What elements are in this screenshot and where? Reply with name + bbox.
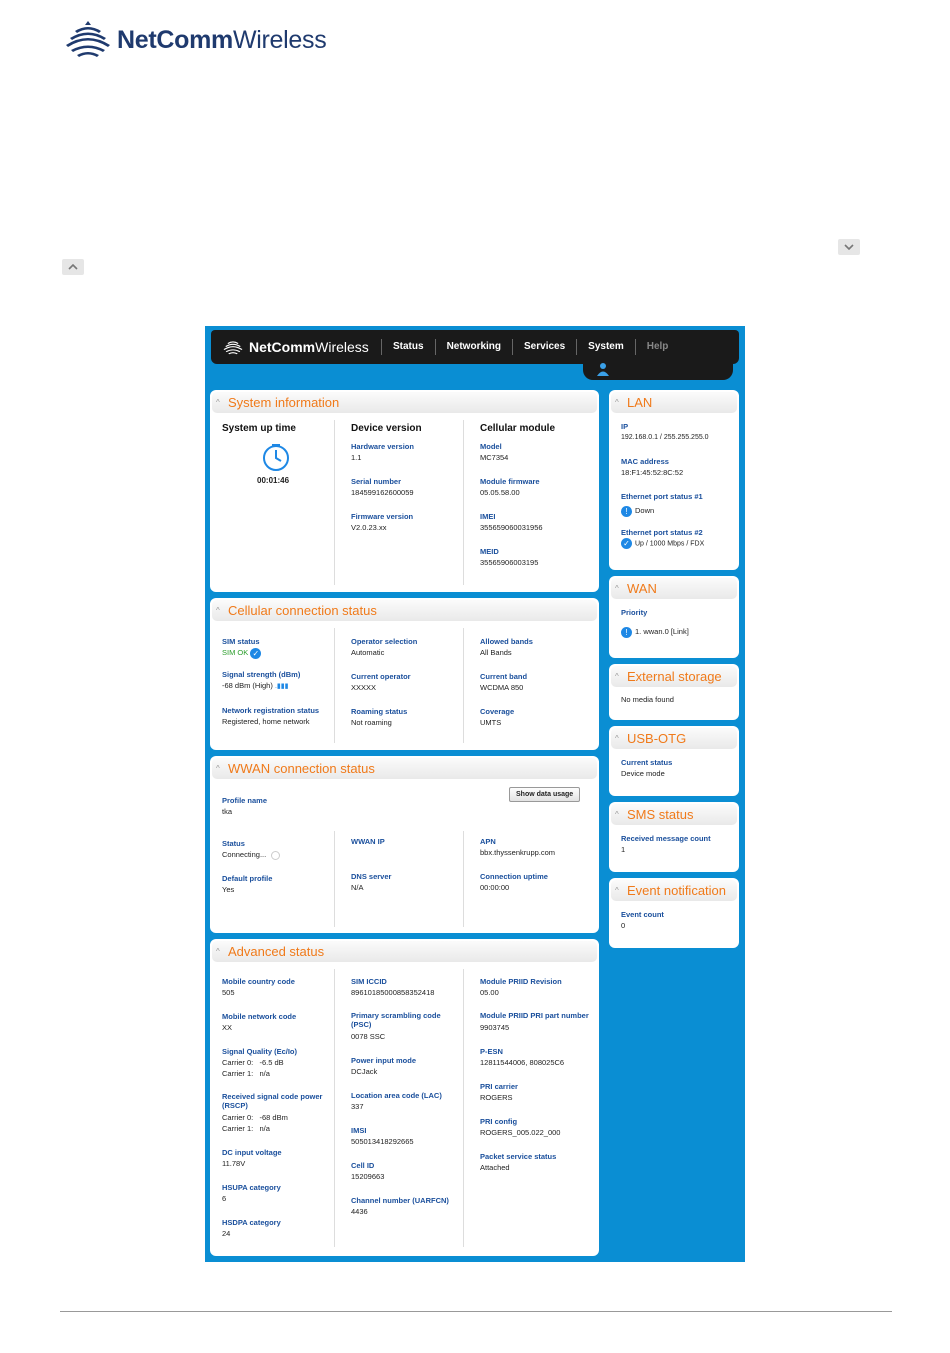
dc-voltage-label: DC input voltage: [222, 1148, 282, 1157]
lan-ip-label: IP: [621, 422, 629, 431]
module-firmware-label: Module firmware: [480, 477, 540, 486]
psc-value: 0078 SSC: [351, 1032, 386, 1041]
power-input-value: DCJack: [351, 1067, 378, 1076]
panel-header[interactable]: [611, 578, 737, 599]
usb-current-status-value: Device mode: [621, 769, 665, 778]
mcc-label: Mobile country code: [222, 977, 295, 986]
packet-service-value: Attached: [480, 1163, 510, 1172]
status-label: Status: [222, 839, 245, 848]
event-count-label: Event count: [621, 910, 664, 919]
dns-server-label: DNS server: [351, 872, 392, 881]
allowed-bands-value: All Bands: [480, 648, 512, 657]
user-bar: [583, 362, 733, 380]
logo-text-bold: NetComm: [117, 25, 233, 54]
nav-system[interactable]: System: [576, 339, 635, 355]
status-value: Connecting...: [222, 850, 267, 859]
lac-label: Location area code (LAC): [351, 1091, 442, 1100]
user-icon[interactable]: [596, 362, 610, 376]
imei-value: 355659060031956: [480, 523, 543, 532]
lac-value: 337: [351, 1102, 364, 1111]
usb-otg-panel: [609, 726, 739, 796]
caret-up-icon: ^: [216, 947, 220, 956]
connection-uptime-value: 00:00:00: [480, 883, 510, 892]
sim-status-value: SIM OK: [222, 648, 249, 657]
signal-quality-carrier1: Carrier 1: n/a: [222, 1069, 270, 1078]
mcc-value: 505: [222, 988, 235, 997]
model-value: MC7354: [480, 453, 509, 462]
coverage-label: Coverage: [480, 707, 515, 716]
uptime-heading: System up time: [222, 423, 296, 434]
rscp-carrier0: Carrier 0: -68 dBm: [222, 1113, 288, 1122]
current-operator-label: Current operator: [351, 672, 411, 681]
advanced-status-panel: [210, 939, 599, 1256]
logo-text-light: Wireless: [232, 25, 327, 54]
panel-title: Event notification: [627, 883, 727, 898]
system-information-panel: [210, 390, 599, 592]
network-registration-value: Registered, home network: [222, 716, 310, 726]
check-icon: ✓: [250, 648, 261, 659]
p-esn-label: P-ESN: [480, 1047, 503, 1056]
chevron-up-icon[interactable]: [62, 259, 84, 275]
caret-up-icon: ^: [615, 886, 619, 895]
coverage-value: UMTS: [480, 718, 502, 727]
panel-title: System information: [228, 395, 340, 410]
roaming-status-label: Roaming status: [351, 707, 408, 716]
uptime-value: 00:01:46: [257, 476, 290, 485]
caret-up-icon: ^: [615, 398, 619, 407]
show-data-usage-button[interactable]: Show data usage: [509, 787, 580, 802]
sim-iccid-value: 89610185000858352418: [351, 988, 435, 997]
caret-up-icon: ^: [615, 734, 619, 743]
panel-title: USB-OTG: [627, 731, 687, 746]
nav-status[interactable]: Status: [381, 339, 435, 355]
panel-title: SMS status: [627, 807, 694, 822]
nav-logo: [221, 338, 381, 356]
profile-name-value: tka: [222, 807, 233, 816]
panel-header[interactable]: [212, 600, 597, 621]
operator-selection-value: Automatic: [351, 648, 385, 657]
operator-selection-label: Operator selection: [351, 637, 418, 646]
panel-header[interactable]: [212, 392, 597, 413]
device-version-heading: Device version: [351, 423, 422, 434]
pri-config-value: ROGERS_005.022_000: [480, 1128, 561, 1137]
cell-id-label: Cell ID: [351, 1161, 375, 1170]
pri-part-number-value: 9903745: [480, 1023, 510, 1032]
default-profile-value: Yes: [222, 885, 235, 894]
check-icon: ✓: [621, 538, 632, 549]
nav-brand-light: Wireless: [315, 339, 369, 355]
hsdpa-value: 24: [222, 1229, 231, 1238]
panel-title: WAN: [627, 581, 657, 596]
nav-services[interactable]: Services: [512, 339, 576, 355]
event-count-value: 0: [621, 921, 626, 930]
uarfcn-label: Channel number (UARFCN): [351, 1196, 449, 1205]
lan-ip-value: 192.168.0.1 / 255.255.255.0: [621, 434, 709, 441]
wifi-logo-icon: [221, 338, 245, 356]
panel-header[interactable]: [212, 758, 597, 779]
chevron-down-icon[interactable]: [838, 239, 860, 255]
serial-number-value: 184599162600059: [351, 488, 414, 497]
caret-up-icon: ^: [615, 672, 619, 681]
wwan-ip-label: WWAN IP: [351, 837, 385, 846]
panel-header[interactable]: [212, 941, 597, 962]
wwan-connection-panel: [210, 756, 599, 933]
hardware-version-label: Hardware version: [351, 442, 414, 451]
network-registration-label: Network registration status: [222, 705, 320, 715]
clock-icon: [262, 444, 327, 475]
caret-up-icon: ^: [216, 764, 220, 773]
priority-label: Priority: [621, 608, 648, 617]
storage-value: No media found: [621, 695, 674, 704]
signal-strength-label: Signal strength (dBm): [222, 669, 301, 679]
nav-brand-bold: NetComm: [249, 339, 316, 355]
sms-count-value: 1: [621, 845, 626, 854]
model-label: Model: [480, 442, 502, 451]
profile-name-label: Profile name: [222, 796, 268, 805]
wan-panel: [609, 576, 739, 658]
psc-label: Primary scrambling code (PSC): [351, 1011, 441, 1029]
eth1-value: Down: [635, 506, 655, 515]
eth1-label: Ethernet port status #1: [621, 492, 703, 501]
lan-panel: [609, 390, 739, 570]
mac-address-label: MAC address: [621, 457, 669, 466]
cellular-module-heading: Cellular module: [480, 423, 556, 434]
priid-revision-label: Module PRIID Revision: [480, 977, 562, 986]
connection-uptime-label: Connection uptime: [480, 872, 548, 881]
nav-networking[interactable]: Networking: [435, 339, 512, 355]
rscp-label: Received signal code power (RSCP): [222, 1092, 323, 1110]
event-notification-panel: [609, 878, 739, 948]
pri-carrier-value: ROGERS: [480, 1093, 513, 1102]
caret-up-icon: ^: [216, 398, 220, 407]
apn-value: bbx.thyssenkrupp.com: [480, 848, 556, 857]
priority-value: 1. wwan.0 [Link]: [635, 627, 689, 636]
netcomm-logo: [65, 18, 365, 62]
signal-bars-icon: .▮▮▮: [274, 682, 289, 690]
imsi-value: 505013418292665: [351, 1137, 414, 1146]
caret-up-icon: ^: [615, 810, 619, 819]
mnc-value: XX: [222, 1023, 233, 1032]
rscp-carrier1: Carrier 1: n/a: [222, 1124, 270, 1133]
panel-title: WWAN connection status: [228, 761, 375, 776]
roaming-status-value: Not roaming: [351, 718, 392, 727]
power-input-label: Power input mode: [351, 1056, 417, 1065]
dns-server-value: N/A: [351, 883, 364, 892]
imei-label: IMEI: [480, 512, 496, 521]
apn-label: APN: [480, 837, 496, 846]
sim-iccid-label: SIM ICCID: [351, 977, 387, 986]
p-esn-value: 12811544006, 808025C6: [480, 1058, 565, 1067]
eth2-label: Ethernet port status #2: [621, 527, 703, 537]
panel-header[interactable]: [611, 666, 737, 687]
cell-id-value: 15209663: [351, 1172, 385, 1181]
uarfcn-value: 4436: [351, 1207, 368, 1216]
eth2-value: Up / 1000 Mbps / FDX: [635, 539, 705, 547]
signal-strength-value: -68 dBm (High): [222, 680, 273, 690]
current-band-value: WCDMA 850: [480, 683, 524, 692]
hsdpa-label: HSDPA category: [222, 1218, 281, 1227]
priid-revision-value: 05.00: [480, 988, 499, 997]
panel-header[interactable]: [611, 728, 737, 749]
pri-config-label: PRI config: [480, 1117, 518, 1126]
packet-service-label: Packet service status: [480, 1152, 557, 1161]
spinner-icon: [271, 851, 280, 860]
info-icon: !: [621, 627, 632, 638]
meid-label: MEID: [480, 547, 499, 556]
default-profile-label: Default profile: [222, 874, 273, 883]
panel-header[interactable]: [611, 880, 737, 901]
usb-current-status-label: Current status: [621, 758, 673, 767]
module-firmware-value: 05.05.58.00: [480, 488, 520, 497]
imsi-label: IMSI: [351, 1126, 367, 1135]
nav-help[interactable]: Help: [635, 339, 680, 355]
mnc-label: Mobile network code: [222, 1012, 297, 1021]
cellular-connection-panel: [210, 598, 599, 750]
caret-up-icon: ^: [216, 606, 220, 615]
current-band-label: Current band: [480, 672, 528, 681]
panel-title: Cellular connection status: [228, 603, 377, 618]
sim-status-label: SIM status: [222, 637, 260, 646]
firmware-version-value: V2.0.23.xx: [351, 523, 387, 532]
panel-title: LAN: [627, 395, 653, 410]
current-operator-value: XXXXX: [351, 683, 377, 692]
panel-title: External storage: [627, 669, 722, 684]
hsupa-value: 6: [222, 1194, 227, 1203]
panel-title: Advanced status: [228, 944, 325, 959]
mac-address-value: 18:F1:45:52:8C:52: [621, 468, 684, 477]
serial-number-label: Serial number: [351, 477, 402, 486]
caret-up-icon: ^: [615, 584, 619, 593]
allowed-bands-label: Allowed bands: [480, 637, 533, 646]
sms-status-panel: [609, 802, 739, 872]
pri-carrier-label: PRI carrier: [480, 1082, 518, 1091]
router-status-screenshot: [205, 326, 745, 1262]
signal-quality-label: Signal Quality (Ec/Io): [222, 1047, 298, 1056]
hardware-version-value: 1.1: [351, 453, 362, 462]
dc-voltage-value: 11.78V: [222, 1159, 246, 1168]
meid-value: 35565906003195: [480, 558, 539, 567]
firmware-version-label: Firmware version: [351, 512, 414, 521]
hsupa-label: HSUPA category: [222, 1183, 281, 1192]
pri-part-number-label: Module PRIID PRI part number: [480, 1011, 589, 1020]
footer-divider: [60, 1311, 892, 1312]
external-storage-panel: [609, 664, 739, 720]
panel-header[interactable]: [611, 804, 737, 825]
panel-header[interactable]: [611, 392, 737, 413]
sms-count-label: Received message count: [621, 834, 711, 843]
signal-quality-carrier0: Carrier 0: -6.5 dB: [222, 1058, 284, 1067]
wifi-logo-icon: [65, 19, 111, 61]
info-icon: !: [621, 506, 632, 517]
top-nav-bar: [211, 330, 739, 364]
